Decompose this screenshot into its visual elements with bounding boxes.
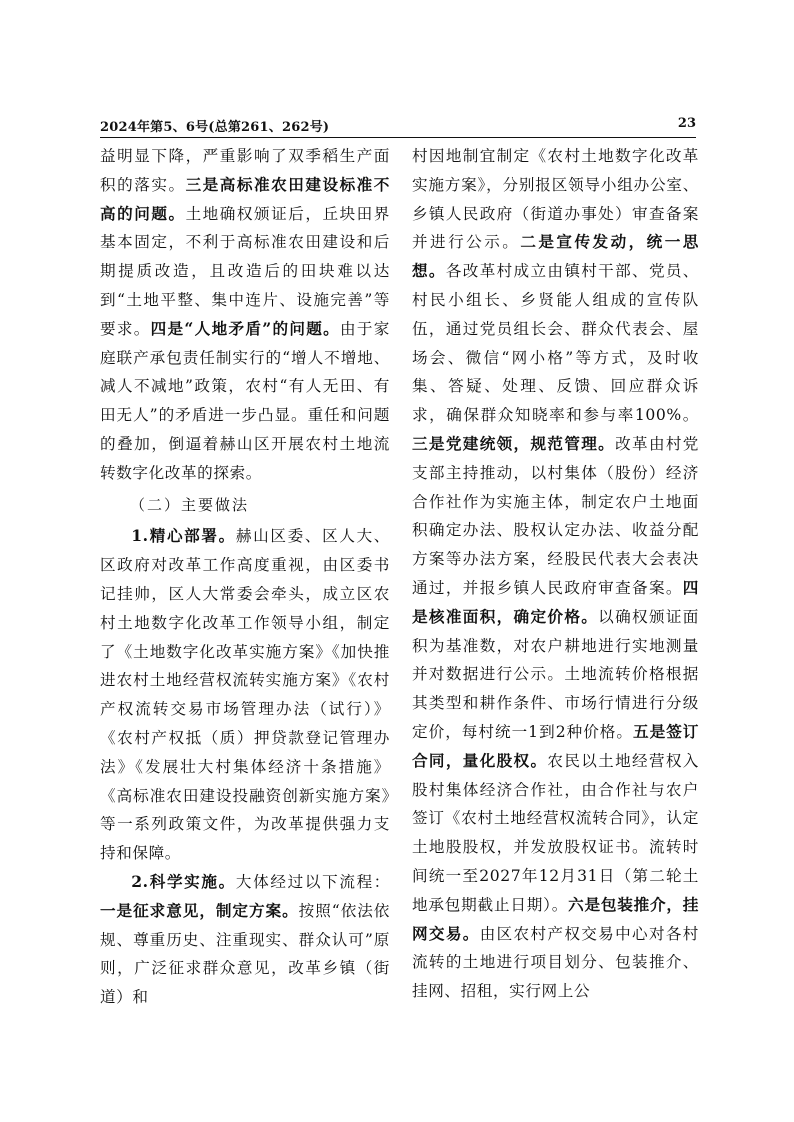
left-column <box>100 142 390 1012</box>
journal-issue-label: 2024年第5、6号(总第261、262号) <box>100 120 330 135</box>
text-run: 大体经过以下流程： <box>235 872 390 891</box>
bold-step-two: 二是宣传发动，统一思想。 <box>412 232 699 281</box>
bold-step-five: 五是签订合同，量化股权。 <box>412 721 699 770</box>
bold-step-one: 一是征求意见，制定方案。 <box>100 900 299 920</box>
section-subheading: （二）主要做法 <box>130 495 250 514</box>
running-header <box>100 116 696 138</box>
text-run: 农民以土地经营权入股村集体经济合作社，由合作社与农户签订《农村土地经营权流转合同》，认定土地股股权，并发放股权证书。流转时间统一至2027年12月31日（第二轮土地承包期截止日期）。 <box>412 751 699 914</box>
paragraph-careful-deployment <box>100 522 390 868</box>
paragraph-steps-continued <box>412 142 699 1006</box>
text-run: 由区农村产权交易中心对各村流转的土地进行项目划分、包装推介、挂网、招租，实行网上公 <box>412 924 699 1001</box>
header-rule <box>100 137 696 138</box>
text-run: 土地确权颁证后，丘块田界基本固定，不利于高标准农田建设和后期提质改造，且改造后的田块难以达到“土地平整、集中连片、设施完善”等要求。 <box>100 204 390 338</box>
right-column <box>412 142 699 1006</box>
bold-step-six: 六是包装推介，挂网交易。 <box>412 894 699 943</box>
bold-point-four: 四是“人地矛盾”的问题。 <box>150 318 341 338</box>
bold-point-three: 三是高标准农田建设标准不高的问题。 <box>100 174 390 223</box>
bold-step-three: 三是党建统领，规范管理。 <box>412 433 616 453</box>
bold-item-1: 1.精心部署。 <box>131 526 236 546</box>
text-run: 按照“依法依规、尊重历史、注重现实、群众认可”原则，广泛征求群众意见，改革乡镇（街道）和 <box>100 901 390 1007</box>
text-run: 改革由村党支部主持推动，以村集体（股份）经济合作社作为实施主体，制定农户土地面积确定办法、股权认定办法、收益分配方案等办法方案，经股民代表大会表决通过，并报乡镇人民政府审查备案。 <box>412 434 699 597</box>
bold-step-four: 四是核准面积，确定价格。 <box>412 577 699 626</box>
text-run: 村因地制宜制定《农村土地数字化改革实施方案》，分别报区领导小组办公室、乡镇人民政府（街道办事处）审查备案并进行公示。 <box>412 147 699 252</box>
page-number: 23 <box>677 116 696 131</box>
paragraph-problems-continued <box>100 142 390 488</box>
text-run: 以确权颁证面积为基准数，对农户耕地进行实地测量并对数据进行公示。土地流转价格根据其类型和耕作条件、市场行情进行分级定价，每村统一1到2种价格。 <box>412 607 699 741</box>
bold-item-2: 2.科学实施。 <box>131 871 236 891</box>
text-run: 由于家庭联产承包责任制实行的“增人不增地、减人不减地”政策，农村“有人无田、有田无人”的矛盾进一步凸显。重任和问题的叠加，倒逼着赫山区开展农村土地流转数字化改革的探索。 <box>100 319 390 482</box>
paragraph-scientific-implementation <box>100 868 390 1012</box>
text-run: 赫山区委、区人大、区政府对改革工作高度重视，由区委书记挂帅，区人大常委会牵头，成立区农村土地数字化改革工作领导小组，制定了《土地数字化改革实施方案》《加快推进农村土地经营权流转实施方案》《农村产权流转交易市场管理办法（试行）》《农村产权抵（质）押贷款登记管理办法》《发展壮大村集体经济十条措施》《高标准农田建设投融资创新实施方案》等一系列政策文件，为改革提供强力支持和保障。 <box>100 527 390 863</box>
text-run: 各改革村成立由镇村干部、党员、村民小组长、乡贤能人组成的宣传队伍，通过党员组长会、群众代表会、屋场会、微信“网小格”等方式，及时收集、答疑、处理、反馈、回应群众诉求，确保群众知晓率和参与率100%。 <box>412 262 699 425</box>
text-run: 益明显下降，严重影响了双季稻生产面积的落实。 <box>100 147 390 194</box>
